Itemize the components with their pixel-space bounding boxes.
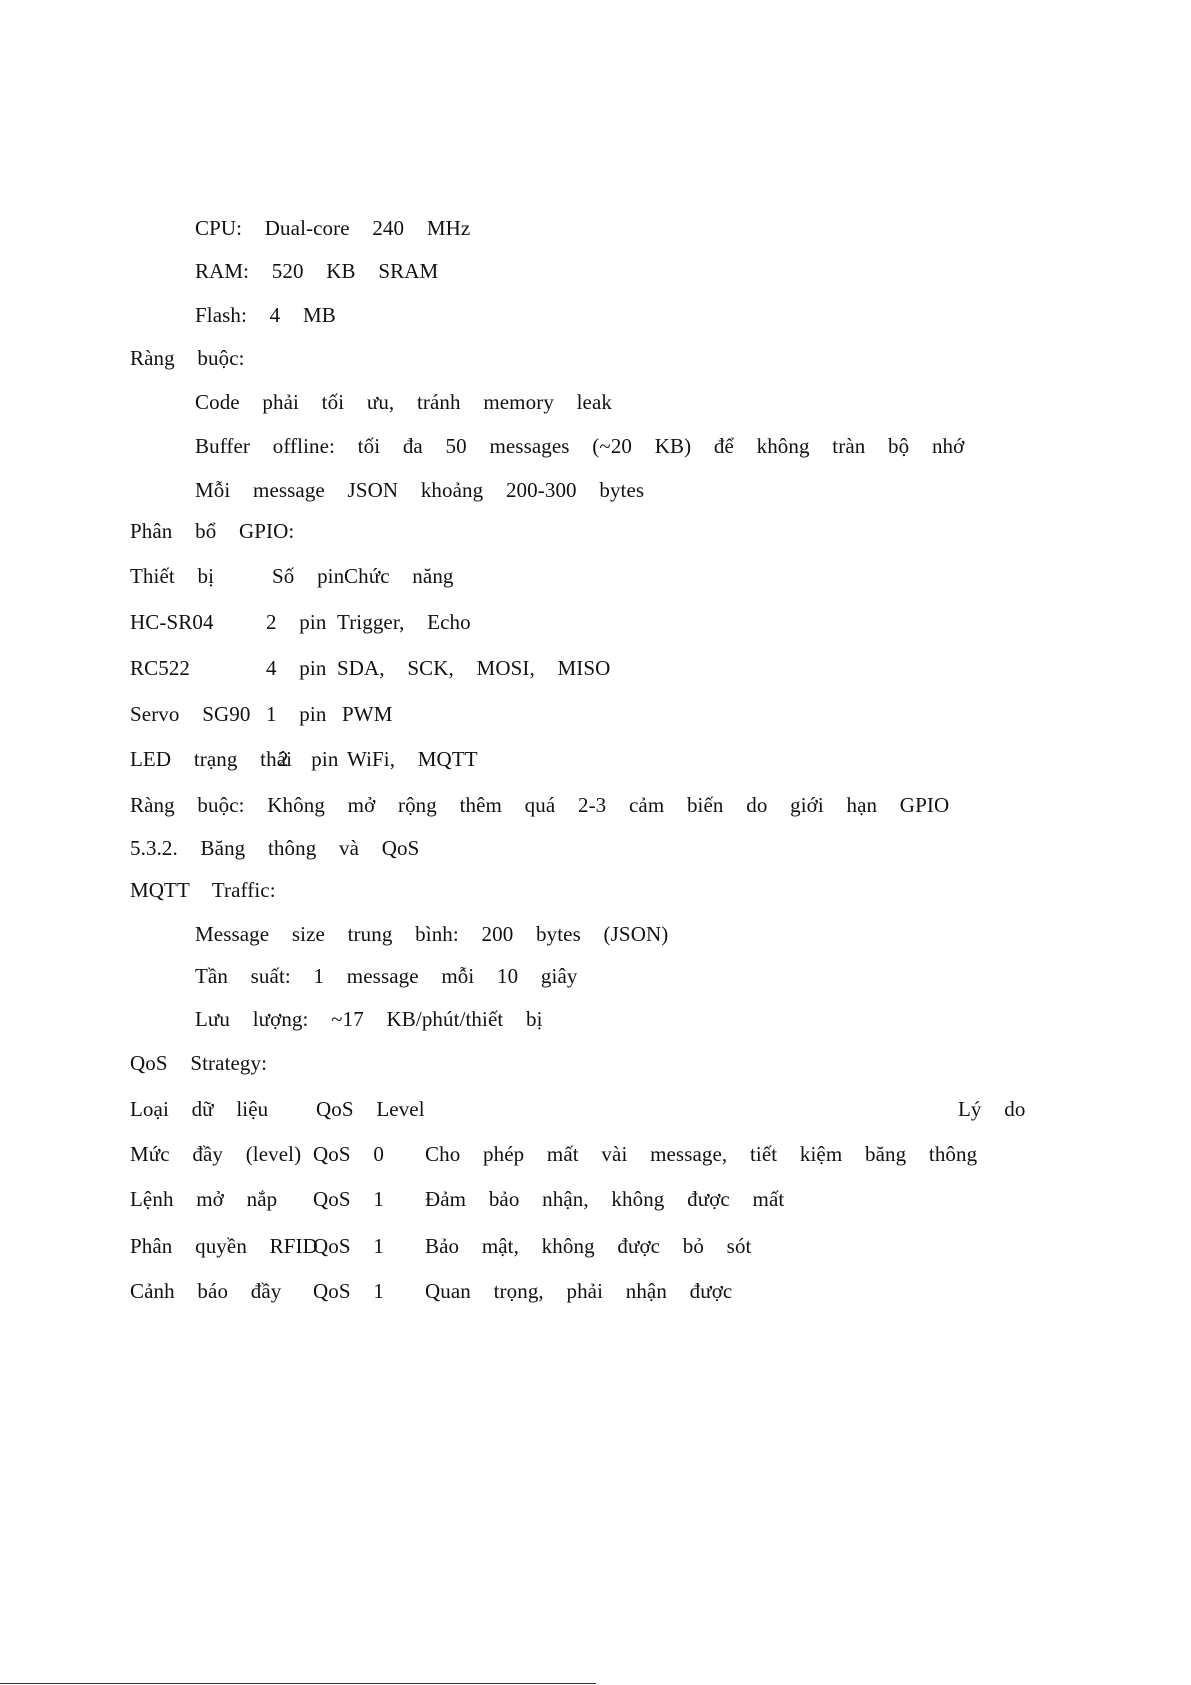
table-cell: 2 pin	[278, 747, 339, 771]
constraint-item: Buffer offline: tối đa 50 messages (~20 KB) để không tràn bộ nhớ	[195, 434, 965, 458]
qos-heading: QoS Strategy:	[130, 1051, 268, 1075]
table-cell: Quan trọng, phải nhận được	[425, 1279, 733, 1303]
constraints-heading: Ràng buộc:	[130, 346, 245, 370]
table-cell: 4 pin	[266, 656, 327, 680]
table-cell: Servo SG90	[130, 702, 251, 726]
spec-flash: Flash: 4 MB	[195, 303, 336, 327]
footnote-divider	[0, 1683, 596, 1684]
table-cell: RC522	[130, 656, 191, 680]
table-cell: QoS 0	[313, 1142, 384, 1166]
table-cell: 1 pin	[266, 702, 327, 726]
table-cell: QoS 1	[313, 1234, 384, 1258]
section-title: 5.3.2. Băng thông và QoS	[130, 836, 420, 860]
mqtt-item: Tần suất: 1 message mỗi 10 giây	[195, 964, 578, 988]
table-header-cell: Thiết bị	[130, 564, 215, 588]
table-header-cell: Chức năng	[344, 564, 454, 588]
table-cell: SDA, SCK, MOSI, MISO	[337, 656, 611, 680]
table-cell: Cho phép mất vài message, tiết kiệm băng thông	[425, 1142, 978, 1166]
table-cell: 2 pin	[266, 610, 327, 634]
table-cell: Đảm bảo nhận, không được mất	[425, 1187, 785, 1211]
table-cell: Lệnh mở nắp	[130, 1187, 278, 1211]
table-cell: PWM	[342, 702, 393, 726]
table-cell: Trigger, Echo	[337, 610, 471, 634]
gpio-constraint: Ràng buộc: Không mở rộng thêm quá 2-3 cảm biến do giới hạn GPIO	[130, 793, 950, 817]
spec-ram: RAM: 520 KB SRAM	[195, 259, 439, 283]
mqtt-item: Message size trung bình: 200 bytes (JSON)	[195, 922, 669, 946]
constraint-item: Mỗi message JSON khoảng 200-300 bytes	[195, 478, 645, 502]
table-cell: Mức đầy (level)	[130, 1142, 302, 1166]
table-cell: HC-SR04	[130, 610, 214, 634]
table-header-cell: QoS Level	[316, 1097, 425, 1121]
table-header-cell: Số pin	[272, 564, 345, 588]
gpio-heading: Phân bổ GPIO:	[130, 519, 295, 543]
mqtt-heading: MQTT Traffic:	[130, 878, 276, 902]
mqtt-item: Lưu lượng: ~17 KB/phút/thiết bị	[195, 1007, 543, 1031]
constraint-item: Code phải tối ưu, tránh memory leak	[195, 390, 612, 414]
table-cell: LED trạng thái	[130, 747, 293, 771]
spec-cpu: CPU: Dual-core 240 MHz	[195, 216, 471, 240]
table-header-cell: Loại dữ liệu	[130, 1097, 269, 1121]
table-cell: Cảnh báo đầy	[130, 1279, 282, 1303]
table-cell: Phân quyền RFID	[130, 1234, 318, 1258]
table-cell: QoS 1	[313, 1187, 384, 1211]
table-cell: WiFi, MQTT	[347, 747, 478, 771]
table-cell: Bảo mật, không được bỏ sót	[425, 1234, 752, 1258]
table-header-cell: Lý do	[958, 1097, 1026, 1121]
table-cell: QoS 1	[313, 1279, 384, 1303]
